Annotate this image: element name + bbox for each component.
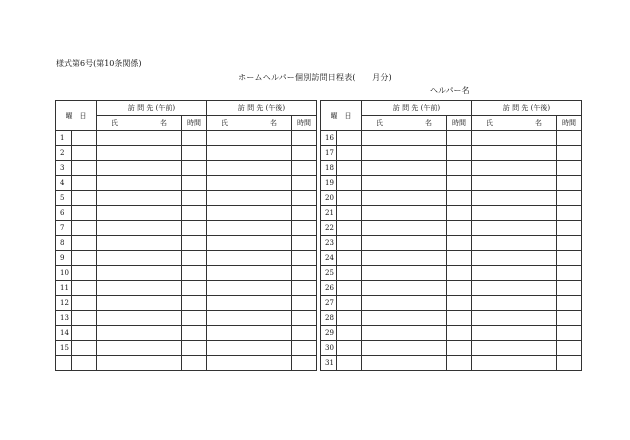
pm-time-cell[interactable] [557, 221, 582, 236]
time-header: 時間 [557, 116, 582, 131]
am-time-cell[interactable] [182, 221, 207, 236]
day-number-cell: 10 [56, 266, 72, 281]
pm-name-cell[interactable] [472, 206, 557, 221]
table-row [56, 161, 582, 176]
weekday-cell[interactable] [337, 266, 362, 281]
am-time-cell[interactable] [182, 356, 207, 371]
weekday-cell[interactable] [72, 341, 97, 356]
day-number-cell: 23 [321, 236, 337, 251]
pm-name-cell[interactable] [472, 311, 557, 326]
pm-time-cell[interactable] [292, 161, 317, 176]
pm-name-cell[interactable] [207, 281, 292, 296]
name-header: 氏 名 [97, 116, 182, 131]
am-name-cell[interactable] [362, 221, 447, 236]
weekday-cell[interactable] [72, 326, 97, 341]
pm-visit-header: 訪 問 先 (午後) [207, 101, 317, 116]
weekday-cell[interactable] [337, 191, 362, 206]
pm-name-cell[interactable] [207, 326, 292, 341]
pm-time-cell[interactable] [557, 191, 582, 206]
am-time-cell[interactable] [182, 131, 207, 146]
am-visit-header: 訪 問 先 (午前) [362, 101, 472, 116]
table-row [56, 191, 582, 206]
weekday-cell[interactable] [337, 146, 362, 161]
am-name-cell[interactable] [97, 176, 182, 191]
pm-time-cell[interactable] [557, 356, 582, 371]
day-number-cell [56, 356, 72, 371]
day-number-cell: 8 [56, 236, 72, 251]
pm-name-cell[interactable] [472, 191, 557, 206]
am-name-cell[interactable] [97, 311, 182, 326]
pm-name-cell[interactable] [207, 206, 292, 221]
day-number-cell: 28 [321, 311, 337, 326]
day-header: 曜 日 [321, 101, 362, 131]
pm-name-cell[interactable] [472, 296, 557, 311]
name-header: 氏 名 [207, 116, 292, 131]
pm-time-cell[interactable] [292, 221, 317, 236]
weekday-cell[interactable] [337, 161, 362, 176]
name-header: 氏 名 [362, 116, 447, 131]
pm-name-cell[interactable] [472, 146, 557, 161]
pm-time-cell[interactable] [292, 311, 317, 326]
pm-time-cell[interactable] [292, 326, 317, 341]
name-header: 氏 名 [472, 116, 557, 131]
am-name-cell[interactable] [97, 356, 182, 371]
day-number-cell: 17 [321, 146, 337, 161]
pm-name-cell[interactable] [472, 161, 557, 176]
weekday-cell[interactable] [337, 326, 362, 341]
am-time-cell[interactable] [182, 341, 207, 356]
am-name-cell[interactable] [97, 326, 182, 341]
weekday-cell[interactable] [72, 281, 97, 296]
weekday-cell[interactable] [72, 206, 97, 221]
pm-time-cell[interactable] [292, 236, 317, 251]
am-name-cell[interactable] [362, 356, 447, 371]
am-name-cell[interactable] [97, 161, 182, 176]
pm-time-cell[interactable] [557, 326, 582, 341]
table-row [56, 281, 582, 296]
day-number-cell: 12 [56, 296, 72, 311]
day-number-cell: 20 [321, 191, 337, 206]
am-name-cell[interactable] [97, 236, 182, 251]
am-name-cell[interactable] [362, 146, 447, 161]
am-time-cell[interactable] [447, 191, 472, 206]
am-time-cell[interactable] [447, 221, 472, 236]
am-name-cell[interactable] [97, 251, 182, 266]
pm-time-cell[interactable] [292, 176, 317, 191]
pm-name-cell[interactable] [207, 236, 292, 251]
pm-time-cell[interactable] [292, 296, 317, 311]
weekday-cell[interactable] [337, 221, 362, 236]
am-name-cell[interactable] [362, 251, 447, 266]
weekday-cell[interactable] [337, 356, 362, 371]
day-number-cell: 16 [321, 131, 337, 146]
weekday-cell[interactable] [337, 341, 362, 356]
table-row [56, 176, 582, 191]
document-title: ホームヘルパー個別訪問日程表( 月分) [238, 73, 392, 82]
day-number-cell: 2 [56, 146, 72, 161]
pm-name-cell[interactable] [207, 341, 292, 356]
weekday-cell[interactable] [72, 161, 97, 176]
pm-time-cell[interactable] [557, 131, 582, 146]
am-name-cell[interactable] [97, 221, 182, 236]
am-name-cell[interactable] [362, 176, 447, 191]
pm-name-cell[interactable] [472, 251, 557, 266]
pm-name-cell[interactable] [207, 251, 292, 266]
pm-time-cell[interactable] [557, 161, 582, 176]
am-time-cell[interactable] [447, 326, 472, 341]
pm-time-cell[interactable] [292, 341, 317, 356]
am-time-cell[interactable] [447, 236, 472, 251]
am-name-cell[interactable] [97, 281, 182, 296]
am-time-cell[interactable] [182, 251, 207, 266]
table-row [56, 356, 582, 371]
pm-name-cell[interactable] [207, 221, 292, 236]
weekday-cell[interactable] [337, 281, 362, 296]
day-number-cell: 3 [56, 161, 72, 176]
time-header: 時間 [447, 116, 472, 131]
am-time-cell[interactable] [447, 176, 472, 191]
weekday-cell[interactable] [72, 176, 97, 191]
pm-time-cell[interactable] [557, 296, 582, 311]
am-visit-header: 訪 問 先 (午前) [97, 101, 207, 116]
day-number-cell: 19 [321, 176, 337, 191]
am-name-cell[interactable] [362, 236, 447, 251]
table-row [56, 131, 582, 146]
pm-name-cell[interactable] [472, 131, 557, 146]
weekday-cell[interactable] [72, 146, 97, 161]
day-number-cell: 4 [56, 176, 72, 191]
time-header: 時間 [292, 116, 317, 131]
helper-name-label: ヘルパー名 [430, 86, 470, 95]
am-time-cell[interactable] [447, 356, 472, 371]
weekday-cell[interactable] [337, 311, 362, 326]
am-name-cell[interactable] [97, 131, 182, 146]
pm-time-cell[interactable] [292, 356, 317, 371]
pm-time-cell[interactable] [557, 311, 582, 326]
pm-name-cell[interactable] [207, 311, 292, 326]
am-time-cell[interactable] [182, 281, 207, 296]
am-time-cell[interactable] [447, 251, 472, 266]
pm-name-cell[interactable] [207, 131, 292, 146]
am-name-cell[interactable] [362, 191, 447, 206]
pm-time-cell[interactable] [557, 266, 582, 281]
pm-time-cell[interactable] [292, 266, 317, 281]
form-number: 様式第6号(第10条関係) [56, 59, 142, 68]
day-number-cell: 31 [321, 356, 337, 371]
am-name-cell[interactable] [362, 311, 447, 326]
pm-name-cell[interactable] [207, 161, 292, 176]
pm-visit-header: 訪 問 先 (午後) [472, 101, 582, 116]
time-header: 時間 [182, 116, 207, 131]
am-time-cell[interactable] [447, 341, 472, 356]
am-name-cell[interactable] [362, 296, 447, 311]
pm-time-cell[interactable] [292, 251, 317, 266]
weekday-cell[interactable] [337, 236, 362, 251]
am-time-cell[interactable] [182, 311, 207, 326]
day-number-cell: 15 [56, 341, 72, 356]
pm-time-cell[interactable] [557, 176, 582, 191]
day-number-cell: 18 [321, 161, 337, 176]
pm-name-cell[interactable] [472, 341, 557, 356]
weekday-cell[interactable] [72, 311, 97, 326]
am-time-cell[interactable] [182, 326, 207, 341]
table-row [56, 326, 582, 341]
pm-time-cell[interactable] [292, 281, 317, 296]
day-number-cell: 1 [56, 131, 72, 146]
pm-time-cell[interactable] [557, 146, 582, 161]
am-name-cell[interactable] [362, 266, 447, 281]
pm-name-cell[interactable] [472, 326, 557, 341]
pm-time-cell[interactable] [557, 236, 582, 251]
table-row [56, 311, 582, 326]
am-time-cell[interactable] [447, 131, 472, 146]
am-time-cell[interactable] [447, 161, 472, 176]
am-time-cell[interactable] [182, 146, 207, 161]
am-time-cell[interactable] [182, 176, 207, 191]
am-time-cell[interactable] [182, 206, 207, 221]
weekday-cell[interactable] [337, 296, 362, 311]
pm-name-cell[interactable] [472, 221, 557, 236]
am-time-cell[interactable] [182, 191, 207, 206]
pm-name-cell[interactable] [207, 146, 292, 161]
weekday-cell[interactable] [72, 236, 97, 251]
am-name-cell[interactable] [362, 206, 447, 221]
am-name-cell[interactable] [97, 341, 182, 356]
pm-name-cell[interactable] [472, 356, 557, 371]
am-name-cell[interactable] [362, 161, 447, 176]
am-time-cell[interactable] [182, 266, 207, 281]
table-row [56, 236, 582, 251]
pm-name-cell[interactable] [207, 356, 292, 371]
am-time-cell[interactable] [182, 296, 207, 311]
table-row [56, 296, 582, 311]
am-name-cell[interactable] [97, 146, 182, 161]
day-number-cell: 11 [56, 281, 72, 296]
am-name-cell[interactable] [362, 281, 447, 296]
schedule-table [55, 100, 582, 371]
am-name-cell[interactable] [362, 131, 447, 146]
pm-time-cell[interactable] [557, 251, 582, 266]
day-number-cell: 7 [56, 221, 72, 236]
pm-name-cell[interactable] [472, 281, 557, 296]
table-row [56, 341, 582, 356]
pm-time-cell[interactable] [292, 146, 317, 161]
am-time-cell[interactable] [447, 296, 472, 311]
pm-time-cell[interactable] [292, 131, 317, 146]
am-name-cell[interactable] [97, 206, 182, 221]
pm-name-cell[interactable] [207, 266, 292, 281]
day-number-cell: 22 [321, 221, 337, 236]
day-number-cell: 13 [56, 311, 72, 326]
table-row [56, 146, 582, 161]
weekday-cell[interactable] [72, 131, 97, 146]
pm-name-cell[interactable] [472, 266, 557, 281]
pm-time-cell[interactable] [292, 191, 317, 206]
day-header: 曜 日 [56, 101, 97, 131]
am-name-cell[interactable] [97, 191, 182, 206]
pm-name-cell[interactable] [472, 236, 557, 251]
table-row [56, 266, 582, 281]
weekday-cell[interactable] [72, 356, 97, 371]
day-number-cell: 14 [56, 326, 72, 341]
am-time-cell[interactable] [182, 161, 207, 176]
am-time-cell[interactable] [182, 236, 207, 251]
pm-name-cell[interactable] [472, 176, 557, 191]
day-number-cell: 6 [56, 206, 72, 221]
day-number-cell: 9 [56, 251, 72, 266]
am-name-cell[interactable] [362, 326, 447, 341]
day-number-cell: 5 [56, 191, 72, 206]
pm-name-cell[interactable] [207, 296, 292, 311]
pm-time-cell[interactable] [292, 206, 317, 221]
day-number-cell: 29 [321, 326, 337, 341]
am-time-cell[interactable] [447, 146, 472, 161]
weekday-cell[interactable] [72, 221, 97, 236]
am-time-cell[interactable] [447, 311, 472, 326]
day-number-cell: 27 [321, 296, 337, 311]
am-time-cell[interactable] [447, 281, 472, 296]
header-row-1 [56, 101, 582, 116]
weekday-cell[interactable] [72, 266, 97, 281]
day-number-cell: 25 [321, 266, 337, 281]
pm-time-cell[interactable] [557, 206, 582, 221]
weekday-cell[interactable] [337, 131, 362, 146]
day-number-cell: 21 [321, 206, 337, 221]
weekday-cell[interactable] [72, 296, 97, 311]
am-name-cell[interactable] [362, 341, 447, 356]
day-number-cell: 30 [321, 341, 337, 356]
weekday-cell[interactable] [72, 191, 97, 206]
am-name-cell[interactable] [97, 266, 182, 281]
table-row [56, 251, 582, 266]
table-row [56, 206, 582, 221]
table-row [56, 221, 582, 236]
pm-name-cell[interactable] [207, 191, 292, 206]
day-number-cell: 24 [321, 251, 337, 266]
weekday-cell[interactable] [337, 251, 362, 266]
weekday-cell[interactable] [72, 251, 97, 266]
pm-time-cell[interactable] [557, 281, 582, 296]
am-name-cell[interactable] [97, 296, 182, 311]
am-time-cell[interactable] [447, 206, 472, 221]
weekday-cell[interactable] [337, 176, 362, 191]
pm-time-cell[interactable] [557, 341, 582, 356]
pm-name-cell[interactable] [207, 176, 292, 191]
day-number-cell: 26 [321, 281, 337, 296]
weekday-cell[interactable] [337, 206, 362, 221]
am-time-cell[interactable] [447, 266, 472, 281]
